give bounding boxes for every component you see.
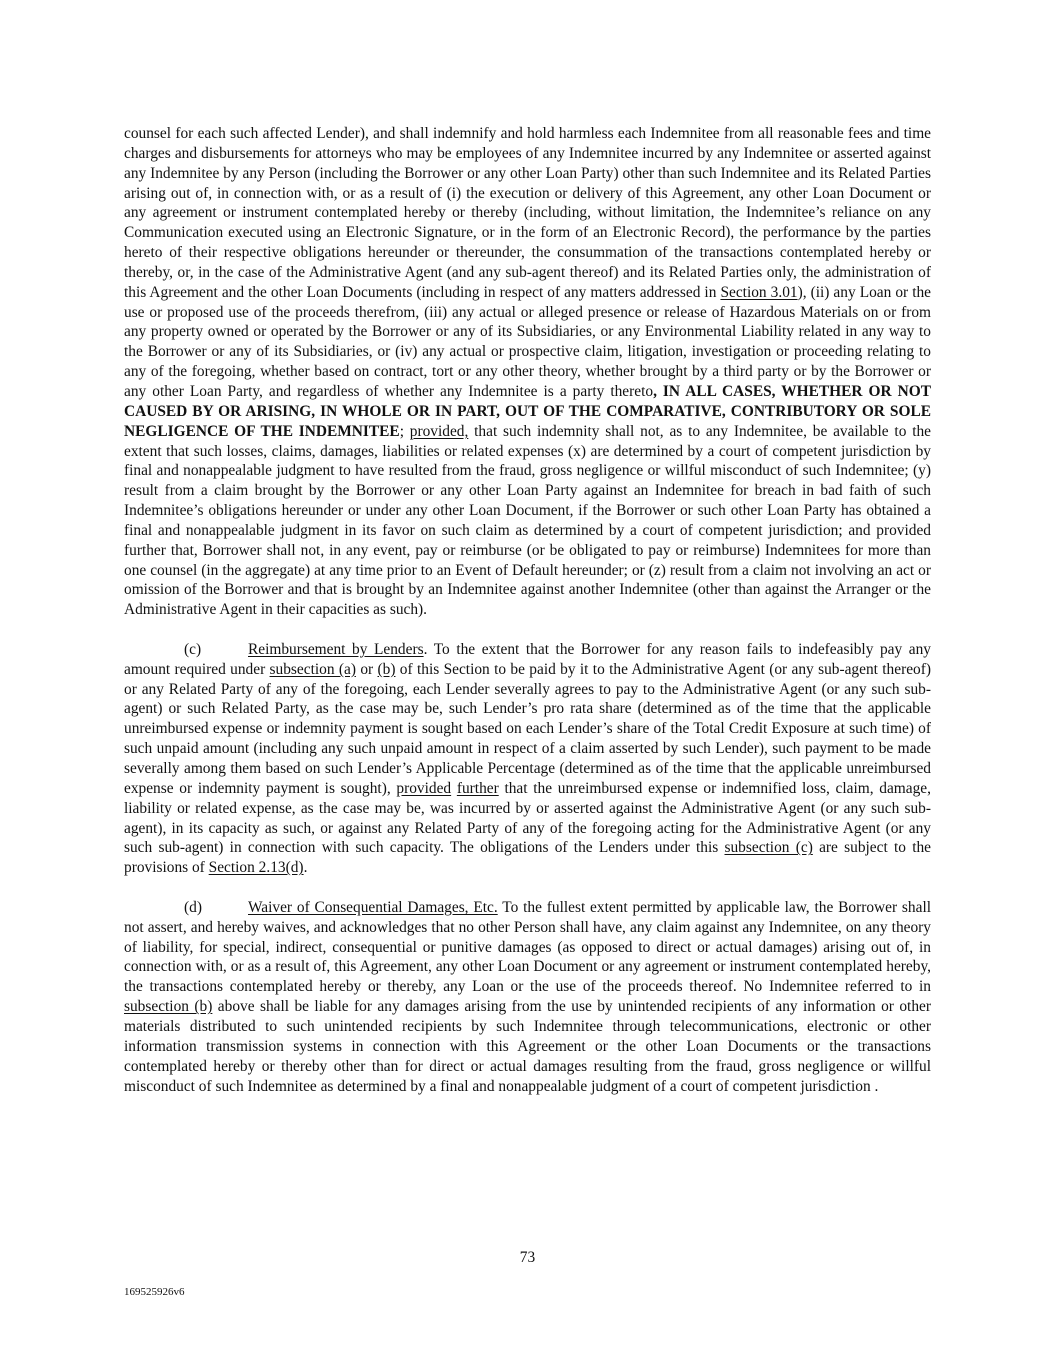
provided-term: provided, (409, 422, 469, 440)
cross-reference-section-3-01: Section 3.01 (720, 283, 798, 301)
paragraph-c-reimbursement-by-lenders (124, 640, 931, 878)
text-run: ), (ii) any Loan or the use or proposed use of the proceeds therefrom, (iii) any actual or alleged presence or release of Hazardous Materials on or from any property owned or operated by the Borrower or any of its Subsidiaries, or any Environmental Liability related in any way to the Borrower or any of its Subsidiaries, or (iv) any actual or prospective claim, litigation, investigation or proceeding relating to any of the foregoing, whether based on contract, tort or any other theory, whether brought by a third party or by the Borrower or any other Loan Party, and regardless of whether any Indemnitee is a party thereto (124, 283, 932, 400)
text-run: of this Section to be paid by it to the Administrative Agent (or any sub-agent thereof) or any Related Party of any of the foregoing, each Lender severally agrees to pay to the Administrative Agent (or any such sub-agent) or such Related Party, as the case may be, such Lender’s pro rata share (determined as of the time that the applicable unreimbursed expense or indemnity payment is sought based on each Lender’s share of the Total Credit Exposure at such time) of such unpaid amount (including any such unpaid amount in respect of a claim asserted by such Lender), such payment to be made severally among them based on such Lender’s Applicable Percentage (determined as of the time that the applicable unreimbursed expense or indemnity payment is sought), (124, 660, 931, 797)
text-run: . To the extent that the Borrower for any reason fails to indefeasibly pay any amount required under (124, 640, 931, 678)
text-run: that such indemnity shall not, as to any Indemnitee, be available to the extent that such losses, claims, damages, liabilities or related expenses (x) are determined by a court of competent jurisdiction by final and nonappealable judgment to have resulted from the fraud, gross negligence or willful misconduct of such Indemnitee; (y) result from a claim brought by the Borrower or any other Loan Party against an Indemnitee for breach in bad faith of such Indemnitee’s obligations hereunder or under any other Loan Document, if the Borrower or such other Loan Party has obtained a final and nonappealable judgment in its favor on such claim as determined by a court of competent jurisdiction; and provided further that, Borrower shall not, in any event, pay or reimburse (or be obligated to pay or reimburse) Indemnitees for more than one counsel (in the aggregate) at any time prior to an Event of Default hereunder; or (z) result from a claim not involving an act or omission of the Borrower and that is brought by an Indemnitee against another Indemnitee (other than against the Arranger or the Administrative Agent in their capacities as such). (124, 422, 931, 619)
text-run: or (355, 660, 378, 678)
clause-label-c: (c) (184, 640, 202, 658)
provided-term: provided (396, 779, 452, 797)
bold-negligence-clause: , IN ALL CASES, WHETHER OR NOT CAUSED BY OR ARISING, IN WHOLE OR IN PART, OUT OF THE COMPARATIVE, CONTRIBUTORY OR SOLE NEGLIGENCE OF THE INDEMNITEE (124, 382, 931, 440)
further-term: further (456, 779, 499, 797)
cross-reference-subsection-b: (b) (377, 660, 396, 678)
cross-reference-subsection-a: subsection (a) (269, 660, 356, 678)
text-run: that the unreimbursed expense or indemnified loss, claim, damage, liability or related expense, as the case may be, was incurred by or asserted against the Administrative Agent (or any such sub-agent), in its capacity as such, or against any Related Party of any of the foregoing acting for the Administrative Agent (or any such sub-agent) in connection with such capacity. The obligations of the Lenders under this (124, 779, 931, 857)
cross-reference-section-2-13-d: Section 2.13(d) (208, 859, 304, 877)
document-body (124, 124, 931, 1096)
text-run: are subject to the provisions of (124, 839, 932, 877)
text-run: above shall be liable for any damages arising from the use by unintended recipients of any information or other materials distributed to such unintended recipients by such Indemnitee through telecommunications, electronic or other information transmission systems in connection with this Agreement or the other Loan Documents or the transactions contemplated hereby or thereby other than for direct or actual damages resulting from the fraud, gross negligence or willful misconduct of such Indemnitee as determined by a final and nonappealable judgment of a court of competent jurisdiction . (124, 998, 931, 1095)
clause-heading-waiver: Waiver of Consequential Damages, Etc. (248, 898, 498, 916)
text-run: . (303, 859, 308, 877)
paragraph-indemnification-continued (124, 124, 931, 620)
paragraph-d-waiver-of-consequential-damages (124, 898, 931, 1096)
text-run: To the fullest extent permitted by applicable law, the Borrower shall not assert, and hereby waives, and acknowledges that no other Person shall have, any claim against any Indemnitee, on any theory of liability, for special, indirect, consequential or punitive damages (as opposed to direct or actual damages) arising out of, in connection with, or as a result of, this Agreement, any other Loan Document or any agreement or instrument contemplated hereby, the transactions contemplated hereby or thereby, any Loan or the use of the proceeds thereof. No Indemnitee referred to in (124, 898, 931, 996)
page-number: 73 (519, 1249, 536, 1266)
cross-reference-subsection-b: subsection (b) (124, 998, 213, 1016)
clause-heading-reimbursement: Reimbursement by Lenders (248, 640, 424, 658)
clause-label-d: (d) (184, 898, 202, 916)
document-id: 169525926v6 (124, 1286, 185, 1298)
text-run: ; (399, 422, 410, 440)
text-run: counsel for each such affected Lender), and shall indemnify and hold harmless each Indemnitee from all reasonable fees and time charges and disbursements for attorneys who may be employees of any Indemnitee incurred by any Indemnitee or asserted against any Indemnitee by any Person (including the Borrower or any other Loan Party) other than such Indemnitee and its Related Parties arising out of, in connection with, or as a result of (i) the execution or delivery of this Agreement, any other Loan Document or any agreement or instrument contemplated hereby or thereby (including, without limitation, the Indemnitee’s reliance on any Communication executed using an Electronic Signature, or in the form of an Electronic Record), the performance by the parties hereto of their respective obligations hereunder or thereunder, the consummation of the transactions contemplated hereby or thereby, or, in the case of the Administrative Agent (and any sub-agent thereof) and its Related Parties only, the administration of this Agreement and the other Loan Documents (including in respect of any matters addressed in (124, 125, 931, 301)
cross-reference-subsection-c: subsection (c) (724, 839, 813, 857)
